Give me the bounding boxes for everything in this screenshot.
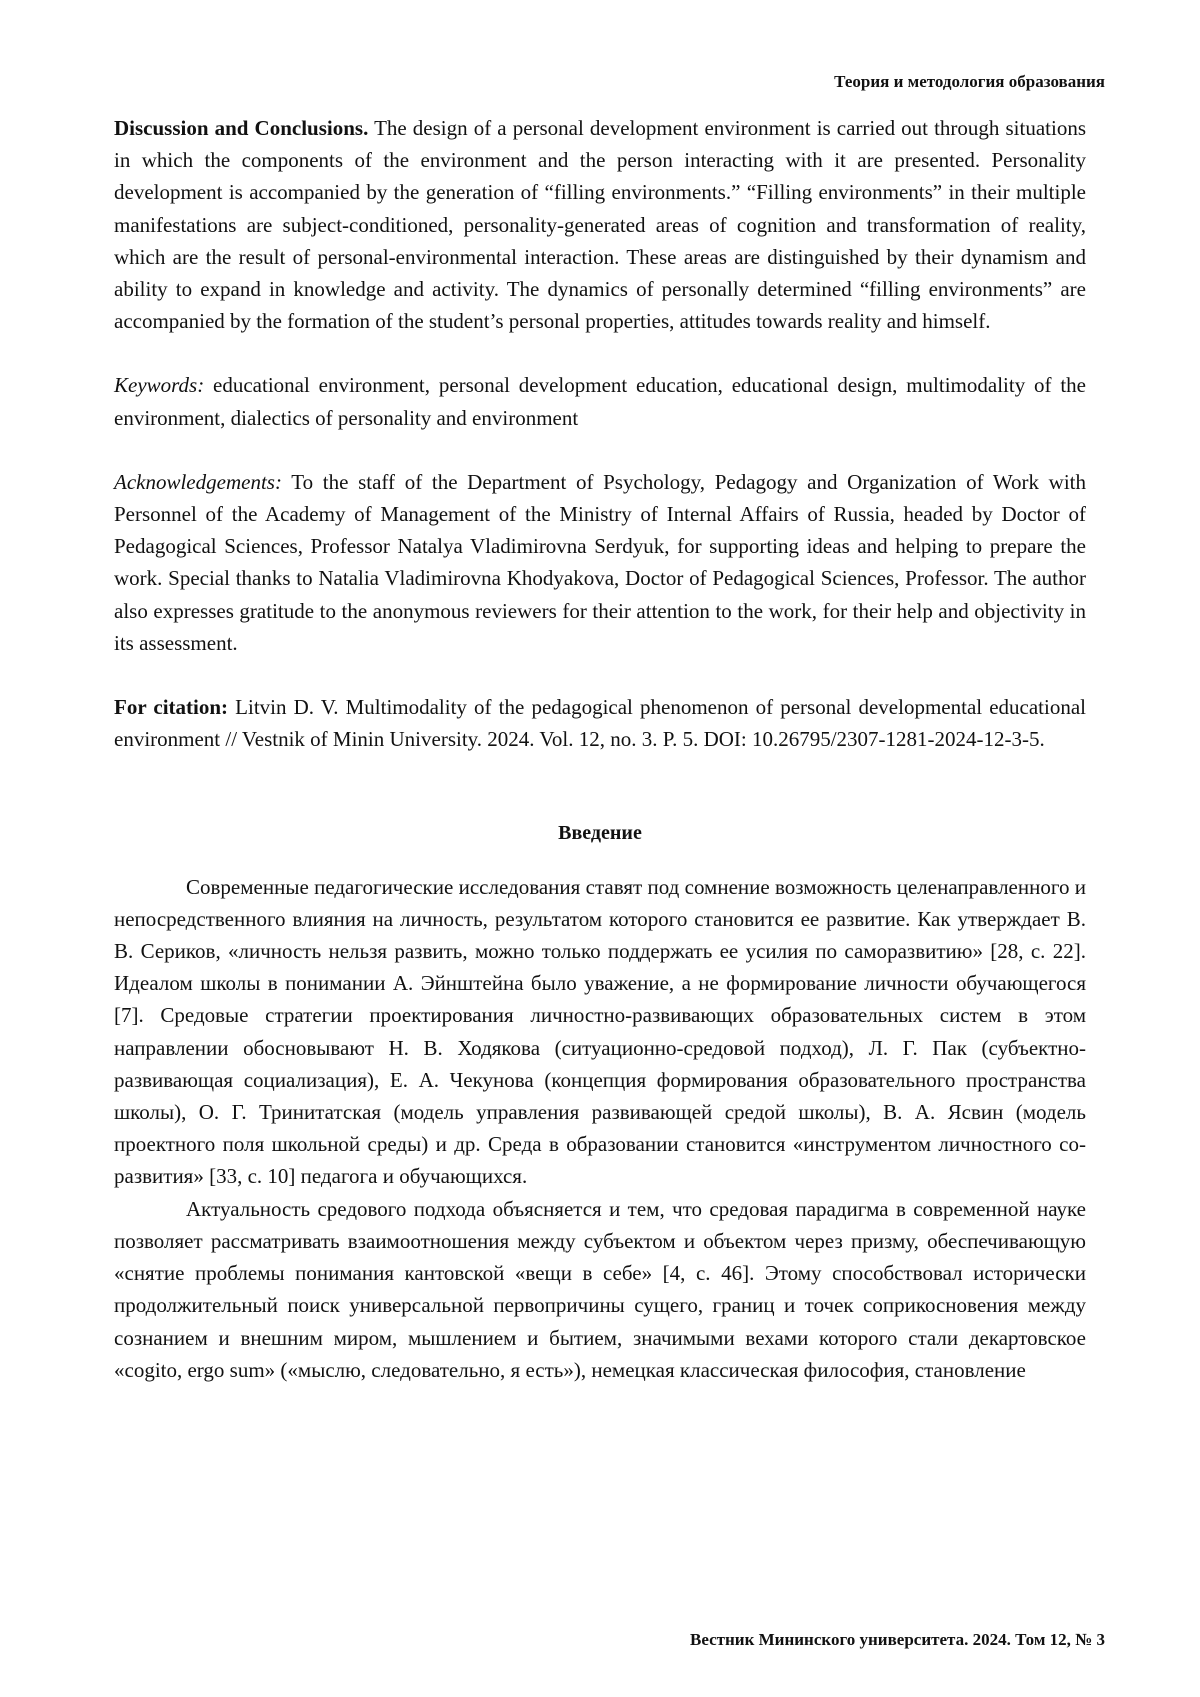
acknowledgements-label: Acknowledgements: <box>114 469 282 494</box>
citation-text: Litvin D. V. Multimodality of the pedagogical phenomenon of personal developmental educational environment // Vestnik of Minin University. 2024. Vol. 12, no. 3. P. 5. DOI: 10.26795/2307-1281-2024-12-3-5. <box>114 695 1087 752</box>
intro-paragraph-1: Современные педагогические исследования ставят под сомнение возможность целенаправленного и непосредственного влияния на личность, результатом которого становится ее развитие. Как утверждает В. В. Сериков, «личность нельзя развить, можно только поддержать ее усилия по саморазвитию» [28, с. 22]. Идеалом школы в понимании А. Эйнштейна было уважение, а не формирование личности обучающегося [7]. Средовые стратегии проектирования личностно-развивающих образовательных систем в этом направлении обосновывают Н. В. Ходякова (ситуационно-средовой подход), Л. Г. Пак (субъектно-развивающая социализация), Е. А. Чекунова (концепция формирования образовательного пространства школы), О. Г. Тринитатская (модель управления развивающей средой школы), В. А. Ясвин (модель проектного поля школьной среды) и др. Среда в образовании становится «инструментом личностного со-развития» [33, с. 10] педагога и обучающихся. <box>114 874 1086 1189</box>
acknowledgements-paragraph <box>114 466 1086 659</box>
citation-paragraph <box>114 691 1086 755</box>
keywords-paragraph <box>114 369 1086 433</box>
discussion-text: The design of a personal development environment is carried out through situations in which the components of the environment and the person interacting with it are presented. Personality development is accompanied by the generation of “filling environments.” “Filling environments” in their multiple manifestations are subject-conditioned, personality-generated areas of cognition and transformation of reality, which are the result of personal-environmental interaction. These areas are distinguished by their dynamism and ability to expand in knowledge and activity. The dynamics of personally determined “filling environments” are accompanied by the formation of the student’s personal properties, attitudes towards reality and himself. <box>114 116 1086 334</box>
intro-paragraph-2: Актуальность средового подхода объясняется и тем, что средовая парадигма в современной науке позволяет рассматривать взаимоотношения между субъектом и объектом через призму, обеспечивающую «снятие проблемы понимания кантовской «вещи в себе» [4, с. 46]. Этому способствовал исторически продолжительный поиск универсальной первопричины сущего, границ и точек соприкосновения между сознанием и внешним миром, мышлением и бытием, значимыми вехами которого стали декартовское «cogito, ergo sum» («мыслю, следовательно, я есть»), немецкая классическая философия, становление <box>114 1196 1086 1382</box>
keywords-label: Keywords: <box>114 373 205 398</box>
running-header: Теория и методология образования <box>834 72 1105 91</box>
discussion-label: Discussion and Conclusions. <box>114 116 369 140</box>
keywords-text: educational environment, personal development education, educational design, multimodality of the environment, dialectics of personality and environment <box>114 373 1086 430</box>
section-title-introduction: Введение <box>558 822 642 845</box>
citation-label: For citation: <box>114 695 229 720</box>
acknowledgements-text: To the staff of the Department of Psychology, Pedagogy and Organization of Work with Personnel of the Academy of Management of the Ministry of Internal Affairs of Russia, headed by Doctor of Pedagogical Sciences, Professor Natalya Vladimirovna Serdyuk, for supporting ideas and helping to prepare the work. Special thanks to Natalia Vladimirovna Khodyakova, Doctor of Pedagogical Sciences, Professor. The author also expresses gratitude to the anonymous reviewers for their attention to the work, for their help and objectivity in its assessment. <box>114 469 1086 655</box>
running-footer: Вестник Мининского университета. 2024. Том 12, № 3 <box>690 1630 1105 1649</box>
discussion-paragraph <box>114 112 1086 337</box>
page-content <box>114 112 1086 1386</box>
